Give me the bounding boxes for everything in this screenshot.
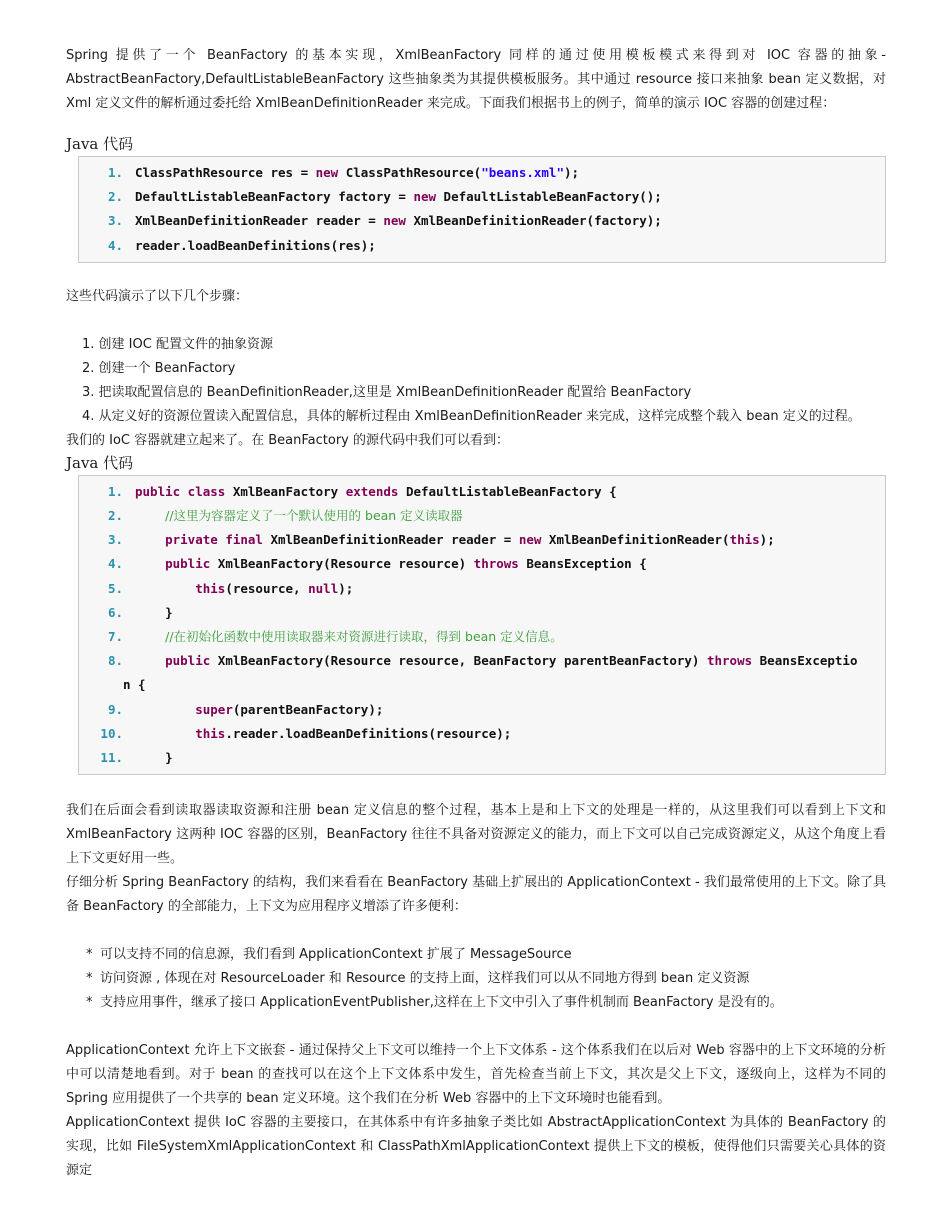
code-text: //在初始化函数中使用读取器来对资源进行读取，得到 bean 定义信息。 xyxy=(165,629,563,645)
list-item: 4. 从定义好的资源位置读入配置信息，具体的解析过程由 XmlBeanDefinitionReader 来完成，这样完成整个载入 bean 定义的过程。 xyxy=(82,408,861,424)
line-number: 9. xyxy=(107,701,123,717)
code-text: DefaultListableBeanFactory factory = new DefaultListableBeanFactory(); xyxy=(135,189,662,205)
code-text: public XmlBeanFactory(Resource resource, BeanFactory parentBeanFactory) throws BeansExceptio xyxy=(165,653,858,669)
code-line xyxy=(79,209,885,233)
intro-paragraph: Spring 提供了一个 BeanFactory 的基本实现，XmlBeanFactory 同样的通过使用模板模式来得到对 IOC 容器的抽象- AbstractBeanFactory,DefaultListableBeanFactory 这些抽象类为其提供模板服务。其中通过 resource 接口来抽象 bean 定义数据，对 Xml 定义文件的解析通过委托给 XmlBeanDefinitionReader 来完成。下面我们根据书上的例子，简单的演示 IOC 容器的创建过程： xyxy=(66,48,886,111)
code-line xyxy=(79,504,885,528)
after-steps-paragraph: 我们的 IoC 容器就建立起来了。在 BeanFactory 的源代码中我们可以看到： xyxy=(66,432,510,448)
paragraph-3: ApplicationContext 允许上下文嵌套 - 通过保持父上下文可以维持一个上下文体系 - 这个体系我们在以后对 Web 容器中的上下文环境的分析中可以清楚地看到。对于 bean 的查找可以在这个上下文体系中发生，首先检查当前上下文，其次是父上下文，逐级向上，这样为不同的 Spring 应用提供了一个共享的 bean 定义环境。这个我们在分析 Web 容器中的上下文环境时也能看到。 xyxy=(66,1043,886,1107)
code-text: ClassPathResource res = new ClassPathResource("beans.xml"); xyxy=(135,165,580,180)
line-number: 2. xyxy=(107,189,123,205)
line-number: 6. xyxy=(107,604,123,620)
code-text: } xyxy=(135,604,173,620)
code-line xyxy=(79,601,885,625)
code-line xyxy=(79,722,885,746)
line-number: 7. xyxy=(107,629,123,645)
code-line xyxy=(79,528,885,552)
code-text: public XmlBeanFactory(Resource resource) throws BeansException { xyxy=(165,556,647,572)
code-line xyxy=(79,698,885,722)
code-text: this.reader.loadBeanDefinitions(resource); xyxy=(195,725,512,741)
code-line xyxy=(79,673,885,697)
code-text: private final XmlBeanDefinitionReader reader = new XmlBeanDefinitionReader(this); xyxy=(165,532,775,548)
code-block-2 xyxy=(78,475,886,775)
code-line xyxy=(79,234,885,258)
bullet-mark: * xyxy=(86,971,93,987)
features-list xyxy=(66,943,886,1015)
code-text: //这里为容器定义了一个默认使用的 bean 定义读取器 xyxy=(165,508,463,524)
list-item: * 可以支持不同的信息源，我们看到 ApplicationContext 扩展了 MessageSource xyxy=(66,943,886,967)
code-line xyxy=(79,480,885,504)
code-line xyxy=(79,185,885,209)
list-item: 3. 把读取配置信息的 BeanDefinitionReader,这里是 XmlBeanDefinitionReader 配置给 BeanFactory xyxy=(82,384,692,400)
line-number: 1. xyxy=(107,483,123,499)
code-line xyxy=(79,161,885,185)
code-line xyxy=(79,577,885,601)
line-number: 4. xyxy=(107,556,123,572)
code-text: this(resource, null); xyxy=(195,580,354,596)
paragraph-1: 我们在后面会看到读取器读取资源和注册 bean 定义信息的整个过程，基本上是和上下文的处理是一样的，从这里我们可以看到上下文和 XmlBeanFactory 这两种 IOC 容器的区别，BeanFactory 往往不具备对资源定义的能力，而上下文可以自己完成资源定义，从这个角度上看上下文更好用一些。 xyxy=(66,803,886,867)
line-number: 2. xyxy=(107,508,123,524)
line-number: 4. xyxy=(107,237,123,253)
paragraph-4: ApplicationContext 提供 IoC 容器的主要接口，在其体系中有许多抽象子类比如 AbstractApplicationContext 为具体的 BeanFactory 的实现，比如 FileSystemXmlApplicationContext 和 ClassPathXmlApplicationContext 提供上下文的模板，使得他们只需要关心具体的资源定 xyxy=(66,1115,886,1179)
line-number: 10. xyxy=(100,725,123,741)
code-text: XmlBeanDefinitionReader reader = new XmlBeanDefinitionReader(factory); xyxy=(135,213,662,229)
line-number: 5. xyxy=(107,580,123,596)
list-item: * 访问资源 , 体现在对 ResourceLoader 和 Resource 的支持上面，这样我们可以从不同地方得到 bean 定义资源 xyxy=(66,967,886,991)
paragraph-2: 仔细分析 Spring BeanFactory 的结构，我们来看看在 BeanFactory 基础上扩展出的 ApplicationContext - 我们最常使用的上下文。除了具备 BeanFactory 的全部能力，上下文为应用程序义增添了许多便利： xyxy=(66,875,886,915)
list-item: 1. 创建 IOC 配置文件的抽象资源 xyxy=(82,336,273,352)
code-label-2: Java 代码 xyxy=(66,453,134,472)
code-block-1 xyxy=(78,156,886,263)
document-page xyxy=(66,44,886,1183)
bullet-mark: * xyxy=(86,947,93,963)
line-number: 3. xyxy=(107,532,123,548)
line-number: 8. xyxy=(107,653,123,669)
line-number: 1. xyxy=(107,165,123,180)
steps-list xyxy=(66,333,886,429)
code-text: } xyxy=(135,750,173,766)
list-item: 2. 创建一个 BeanFactory xyxy=(82,360,236,376)
list-item: * 支持应用事件，继承了接口 ApplicationEventPublisher,这样在上下文中引入了事件机制而 BeanFactory 是没有的。 xyxy=(66,991,886,1015)
code-line xyxy=(79,649,885,673)
code-line xyxy=(79,746,885,770)
line-number: 11. xyxy=(100,750,123,766)
code-line xyxy=(79,552,885,576)
code-text: reader.loadBeanDefinitions(res); xyxy=(135,237,376,253)
steps-intro: 这些代码演示了以下几个步骤： xyxy=(66,288,249,304)
line-number xyxy=(79,673,123,697)
code-line xyxy=(79,625,885,649)
code-label-1: Java 代码 xyxy=(66,135,134,153)
bullet-mark: * xyxy=(86,995,93,1011)
code-text: public class XmlBeanFactory extends DefaultListableBeanFactory { xyxy=(135,483,617,499)
code-text: super(parentBeanFactory); xyxy=(195,701,384,717)
line-number: 3. xyxy=(107,213,123,229)
code-text: n { xyxy=(123,677,146,693)
